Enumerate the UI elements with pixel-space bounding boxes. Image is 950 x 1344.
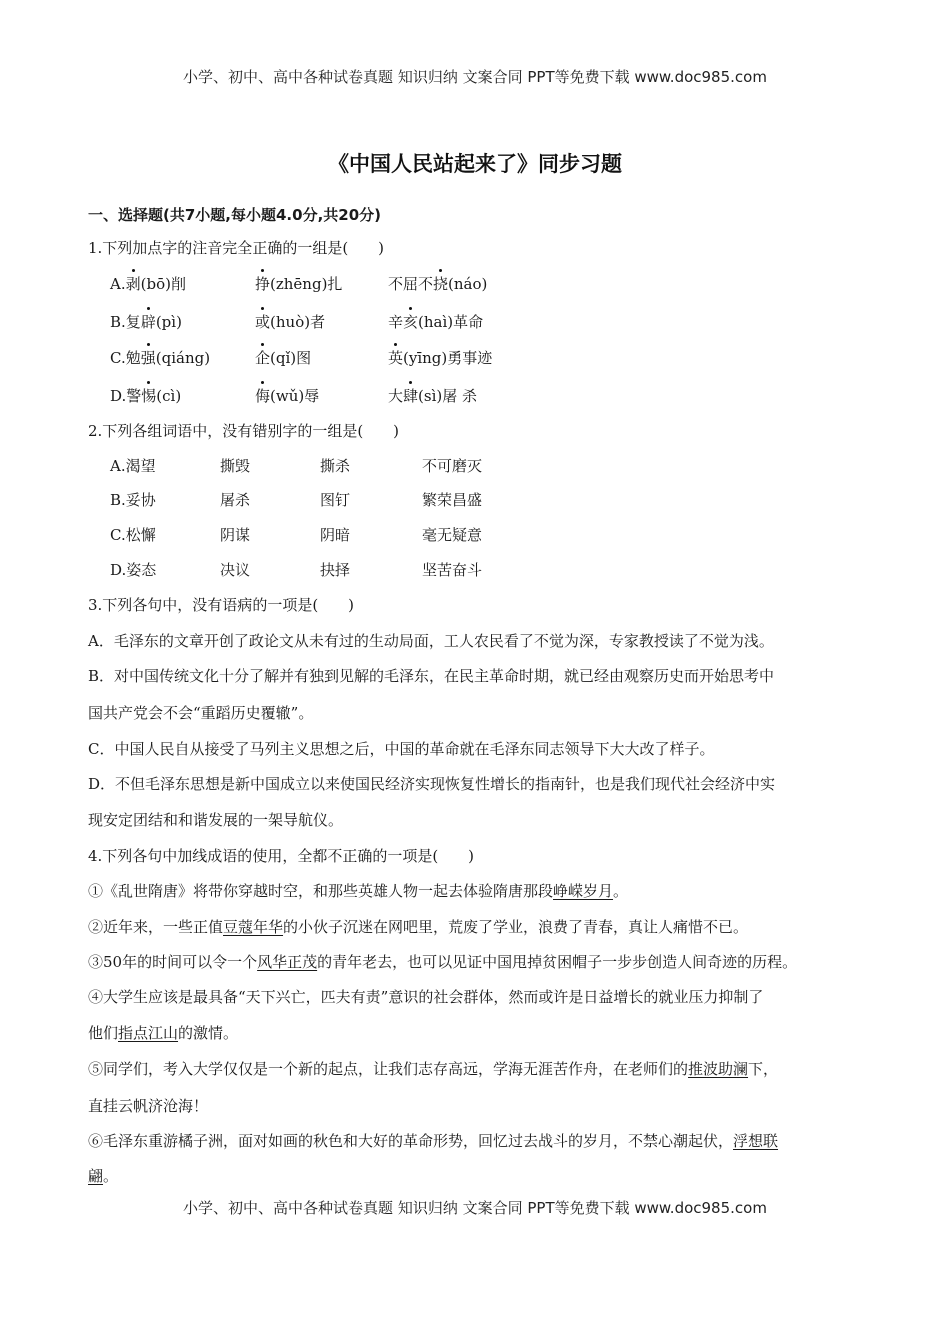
q4-item-1: ①《乱世隋唐》将带你穿越时空，和那些英雄人物一起去体验隋唐那段峥嵘岁月。 bbox=[88, 882, 629, 900]
q4-stem: 4.下列各句中加线成语的使用，全都不正确的一项是( ) bbox=[88, 847, 475, 865]
section-title: 一、选择题(共7小题,每小题4.0分,共20分) bbox=[88, 206, 381, 224]
underlined-idiom: 浮想联 bbox=[733, 1132, 779, 1150]
underlined-idiom: 峥嵘岁月 bbox=[553, 882, 614, 900]
underlined-idiom: 推波助澜 bbox=[688, 1060, 749, 1078]
q4-item-4: ④大学生应该是最具备“天下兴亡，匹夫有责”意识的社会群体，然而或许是日益增长的就业压力抑制了 bbox=[88, 988, 764, 1006]
underlined-idiom: 豆蔻年华 bbox=[223, 918, 284, 936]
q3-option-a: A．毛泽东的文章开创了政论文从未有过的生动局面，工人农民看了不觉为深，专家教授读了不觉为浅。 bbox=[88, 632, 774, 650]
q4-item-4-cont: 他们指点江山的激情。 bbox=[88, 1024, 239, 1042]
q4-item-6: ⑥毛泽东重游橘子洲，面对如画的秋色和大好的革命形势，回忆过去战斗的岁月，不禁心潮起伏，浮想联 bbox=[88, 1132, 779, 1150]
q4-item-5: ⑤同学们，考入大学仅仅是一个新的起点，让我们志存高远，学海无涯苦作舟，在老师们的推波助澜下， bbox=[88, 1060, 779, 1078]
q3-option-d: D．不但毛泽东思想是新中国成立以来使国民经济实现恢复性增长的指南针，也是我们现代社会经济中实 bbox=[88, 775, 776, 793]
underlined-idiom: 风华正茂 bbox=[257, 953, 318, 971]
q2-stem: 2.下列各组词语中，没有错别字的一组是( ) bbox=[88, 422, 400, 440]
underlined-idiom: 指点江山 bbox=[118, 1024, 179, 1042]
q4-item-3: ③50年的时间可以令一个风华正茂的青年老去，也可以见证中国甩掉贫困帽子一步步创造人间奇迹的历程。 bbox=[88, 953, 798, 971]
page-title: 《中国人民站起来了》同步习题 bbox=[328, 152, 622, 176]
q4-item-5-cont: 直挂云帆济沧海！ bbox=[88, 1097, 209, 1115]
page-header: 小学、初中、高中各种试卷真题 知识归纳 文案合同 PPT等免费下载 www.doc985.com bbox=[183, 68, 767, 86]
q4-item-2: ②近年来，一些正值豆蔻年华的小伙子沉迷在网吧里，荒废了学业，浪费了青春，真让人痛惜不已。 bbox=[88, 918, 749, 936]
q3-option-d-cont: 现安定团结和和谐发展的一架导航仪。 bbox=[88, 811, 344, 829]
q4-item-6-cont: 翩。 bbox=[88, 1167, 119, 1185]
q3-stem: 3.下列各句中，没有语病的一项是( ) bbox=[88, 596, 355, 614]
underlined-idiom: 翩 bbox=[88, 1167, 104, 1185]
q3-option-c: C．中国人民自从接受了马列主义思想之后，中国的革命就在毛泽东同志领导下大大改了样子。 bbox=[88, 740, 715, 758]
q3-option-b-cont: 国共产党会不会“重蹈历史覆辙”。 bbox=[88, 704, 314, 722]
q3-option-b: B．对中国传统文化十分了解并有独到见解的毛泽东，在民主革命时期，就已经由观察历史而开始思考中 bbox=[88, 667, 775, 685]
page-footer: 小学、初中、高中各种试卷真题 知识归纳 文案合同 PPT等免费下载 www.doc985.com bbox=[183, 1199, 767, 1217]
q1-stem: 1.下列加点字的注音完全正确的一组是( ) bbox=[88, 239, 385, 257]
